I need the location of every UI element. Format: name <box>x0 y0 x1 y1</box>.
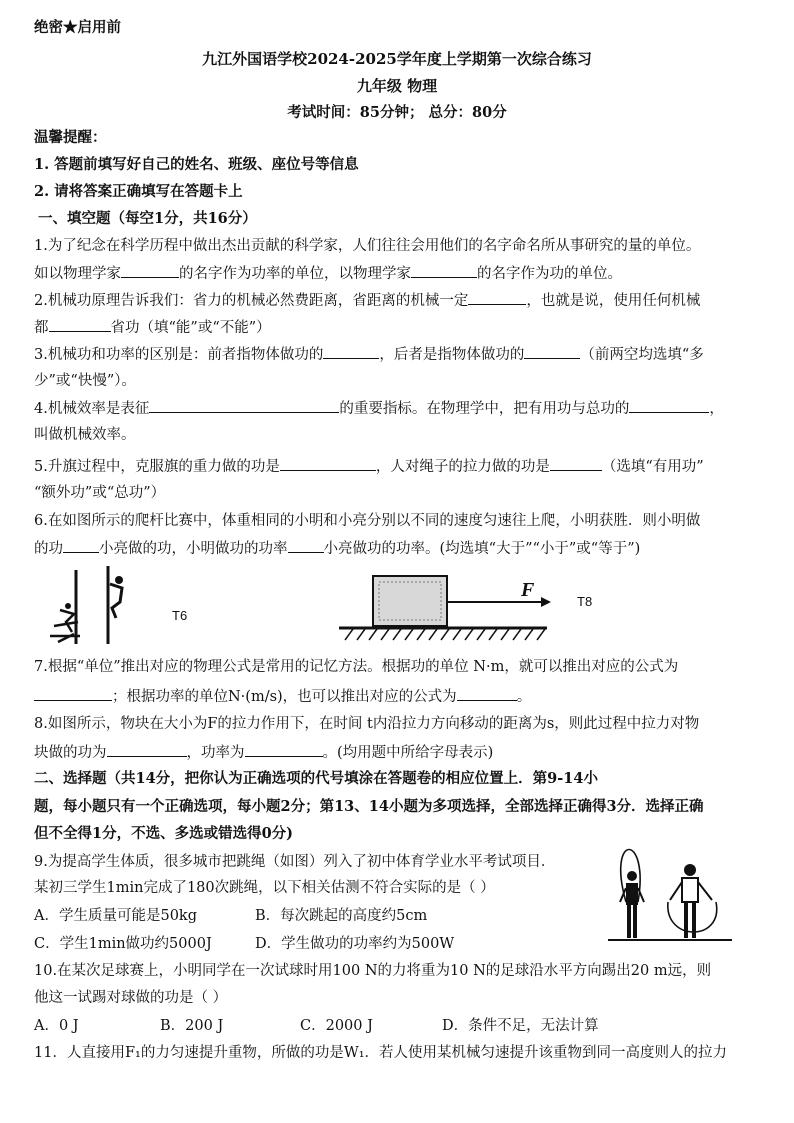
answer-blank[interactable] <box>323 344 379 359</box>
answer-blank[interactable] <box>411 263 477 278</box>
q4-line1: 4.机械效率是表征 的重要指标。在物理学中，把有用功与总功的 ， <box>34 398 764 419</box>
q5-line2: “额外功”或“总功”） <box>34 485 166 501</box>
section2-title-line2: 题，每小题只有一个正确选项，每小题2分；第13、14小题为多项选择，全部选择正确得3分．选择正确 <box>34 798 704 815</box>
q2-line2: 都 省功（填“能”或“不能”） <box>34 317 764 338</box>
q9-line1: 9.为提高学生体质，很多城市把跳绳（如图）列入了初中体育学业水平考试项目． <box>34 854 556 870</box>
answer-blank[interactable] <box>107 742 187 757</box>
q10-option-a[interactable]: A．0 J <box>34 1018 79 1034</box>
q6-line2: 的功 小亮做的功，小明做功的功率 小亮做功的功率。(均选填“大于”“小于”或“等于”) <box>34 538 764 559</box>
exam-subtitle: 九年级 物理 <box>356 77 438 95</box>
q5-line1: 5.升旗过程中，克服旗的重力做的功是 ，人对绳子的拉力做的功是 （选填“有用功” <box>34 456 764 477</box>
answer-blank[interactable] <box>121 263 179 278</box>
jumper-left-head <box>627 871 637 881</box>
answer-blank[interactable] <box>550 456 602 471</box>
tips-heading: 温馨提醒： <box>34 129 107 146</box>
q9-option-d[interactable]: D．学生做功的功率约为500W <box>255 936 455 952</box>
pole-climbing-figure <box>30 562 200 646</box>
jumper-right-head <box>684 864 696 876</box>
jumper-right-body <box>682 878 698 902</box>
q1-line2: 如以物理学家 的名字作为功率的单位，以物理学家 的名字作为功的单位。 <box>34 263 764 284</box>
answer-blank[interactable] <box>63 538 99 553</box>
jumper-left-legs <box>629 905 635 938</box>
answer-blank[interactable] <box>49 317 111 332</box>
q10-option-c[interactable]: C．2000 J <box>300 1018 373 1034</box>
answer-blank[interactable] <box>457 686 517 701</box>
climber-body <box>110 584 122 618</box>
figure-label-t8: T8 <box>577 594 593 609</box>
climber-head <box>115 576 123 584</box>
force-label: F <box>521 579 535 601</box>
q9-option-c[interactable]: C．学生1min做功约5000J <box>34 936 212 952</box>
tip-item: 1. 答题前填写好自己的姓名、班级、座位号等信息 <box>34 156 359 173</box>
q10-line2: 他这一试踢对球做的功是（ ） <box>34 990 228 1006</box>
jumper-left-body <box>626 883 638 905</box>
q6-line1: 6.在如图所示的爬杆比赛中，体重相同的小明和小亮分别以不同的速度匀速往上爬，小明获胜．则小明做 <box>34 513 701 529</box>
q3-line2: 少”或“快慢”）。 <box>34 373 136 389</box>
section2-title-line1: 二、选择题（共14分，把你认为正确选项的代号填涂在答题卷的相应位置上．第9-14小 <box>34 770 598 787</box>
answer-blank[interactable] <box>149 398 339 413</box>
exam-title: 九江外国语学校2024-2025学年度上学期第一次综合练习 <box>202 50 592 68</box>
section1-title: 一、填空题（每空1分，共16分） <box>38 210 257 227</box>
figure-label-t6: T6 <box>172 608 188 623</box>
answer-blank[interactable] <box>280 456 376 471</box>
q9-option-a[interactable]: A．学生质量可能是50kg <box>34 908 197 924</box>
answer-blank[interactable] <box>288 538 324 553</box>
climber2-head <box>65 603 71 609</box>
q1-line1: 1.为了纪念在科学历程中做出杰出贡献的科学家，人们往往会用他们的名字命名所从事研究的量的单位。 <box>34 238 701 254</box>
q9-line2: 某初三学生1min完成了180次跳绳，以下相关估测不符合实际的是（ ） <box>34 880 495 896</box>
q10-option-d[interactable]: D．条件不足，无法计算 <box>442 1018 599 1034</box>
block <box>373 576 447 626</box>
answer-blank[interactable] <box>468 290 526 305</box>
q3-line1: 3.机械功和功率的区别是：前者指物体做功的 ，后者是指物体做功的 （前两空均选填“多 <box>34 344 764 365</box>
answer-blank[interactable] <box>629 398 709 413</box>
force-arrow-head <box>541 597 551 607</box>
q2-line1: 2.机械功原理告诉我们：省力的机械必然费距离，省距离的机械一定 ，也就是说，使用任何机械 <box>34 290 764 311</box>
secret-label: 绝密★启用前 <box>34 19 121 36</box>
q9-option-b[interactable]: B．每次跳起的高度约5cm <box>255 908 428 924</box>
section2-title-line3: 但不全得1分，不选、多选或错选得0分) <box>34 825 294 842</box>
q7-line2: ；根据功率的单位N·(m/s)，也可以推出对应的公式为 。 <box>34 686 764 707</box>
block-force-figure <box>335 572 615 644</box>
rope-skipping-figure <box>604 838 736 946</box>
exam-time-score: 考试时间：85分钟； 总分：80分 <box>287 104 507 121</box>
q10-line1: 10.在某次足球赛上，小明同学在一次试球时用100 N的力将重为10 N的足球沿水平方向踢出20 m远，则 <box>34 963 712 979</box>
answer-blank[interactable] <box>245 742 323 757</box>
ground-hatch <box>345 629 545 640</box>
answer-blank[interactable] <box>524 344 580 359</box>
tip-item: 2. 请将答案正确填写在答题卡上 <box>34 183 243 200</box>
q11-line1: 11．人直接用F₁的力匀速提升重物，所做的功是W₁．若人使用某机械匀速提升该重物到同一高度则人的拉力 <box>34 1045 728 1061</box>
q10-option-b[interactable]: B．200 J <box>160 1018 224 1034</box>
q8-line1: 8.如图所示，物块在大小为F的拉力作用下，在时间 t内沿拉力方向移动的距离为s，则此过程中拉力对物 <box>34 716 700 732</box>
q4-line2: 叫做机械效率。 <box>34 427 136 443</box>
answer-blank[interactable] <box>34 686 112 701</box>
q8-line2: 块做的功为 ，功率为 。(均用题中所给字母表示) <box>34 742 764 763</box>
q7-line1: 7.根据“单位”推出对应的物理公式是常用的记忆方法。根据功的单位 N·m，就可以推出对应的公式为 <box>34 659 679 675</box>
